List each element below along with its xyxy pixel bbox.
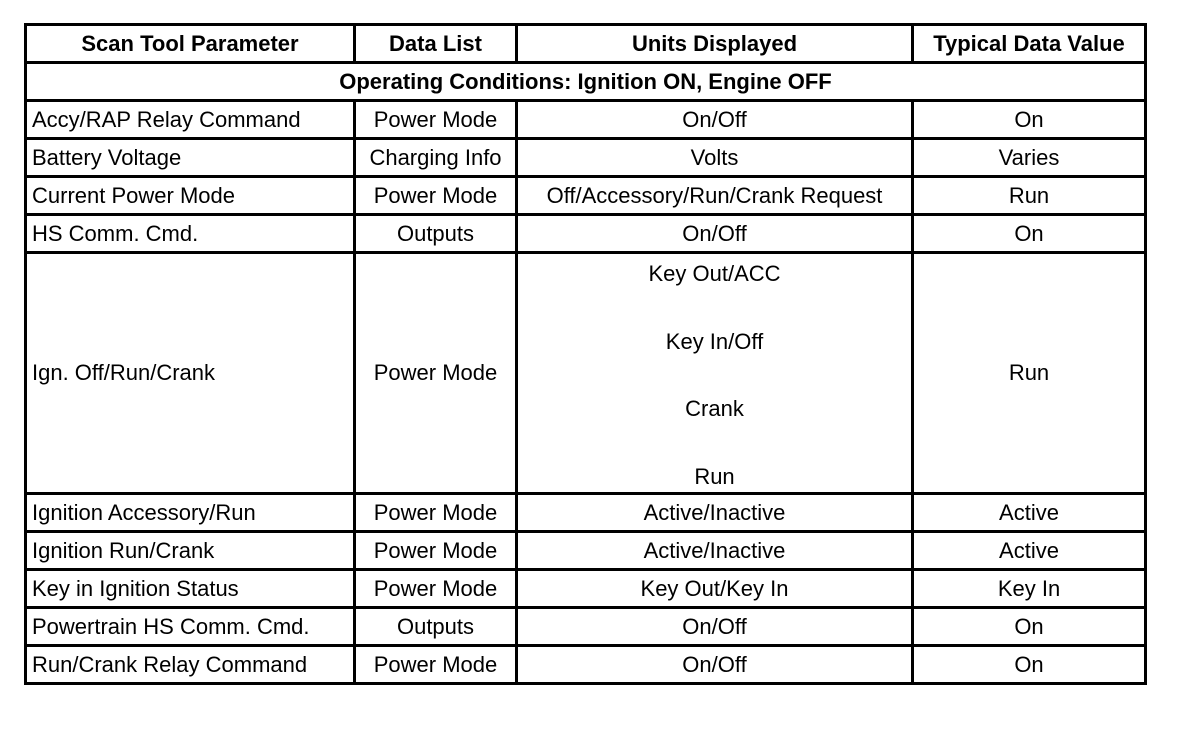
typical-value-cell: On [913, 101, 1146, 139]
parameter-cell: Run/Crank Relay Command [26, 646, 355, 684]
units-cell: Off/Accessory/Run/Crank Request [517, 177, 913, 215]
typical-value-cell: Active [913, 494, 1146, 532]
units-cell: On/Off [517, 215, 913, 253]
operating-conditions: Operating Conditions: Ignition ON, Engine OFF [26, 63, 1146, 101]
data-list-cell: Outputs [355, 608, 517, 646]
units-cell: On/Off [517, 646, 913, 684]
column-header-typical-value: Typical Data Value [913, 25, 1146, 63]
data-list-cell: Power Mode [355, 646, 517, 684]
parameter-cell: Key in Ignition Status [26, 570, 355, 608]
parameter-cell: Ignition Run/Crank [26, 532, 355, 570]
typical-value-cell: Key In [913, 570, 1146, 608]
data-list-cell: Power Mode [355, 253, 517, 494]
parameter-cell: Accy/RAP Relay Command [26, 101, 355, 139]
column-header-data-list: Data List [355, 25, 517, 63]
units-cell: Key Out/Key In [517, 570, 913, 608]
units-cell: Active/Inactive [517, 532, 913, 570]
data-list-cell: Power Mode [355, 494, 517, 532]
header-row [26, 25, 1146, 63]
units-cell: Active/Inactive [517, 494, 913, 532]
typical-value-cell: Run [913, 253, 1146, 494]
typical-value-cell: Run [913, 177, 1146, 215]
typical-value-cell: Varies [913, 139, 1146, 177]
data-list-cell: Power Mode [355, 570, 517, 608]
column-header-parameter: Scan Tool Parameter [26, 25, 355, 63]
units-option: Run [694, 463, 735, 489]
table-row [26, 101, 1146, 139]
scan-tool-data-table [24, 23, 1147, 685]
parameter-cell: Current Power Mode [26, 177, 355, 215]
typical-value-cell: On [913, 646, 1146, 684]
parameter-cell: Ignition Accessory/Run [26, 494, 355, 532]
table-row [26, 177, 1146, 215]
table-row [26, 139, 1146, 177]
typical-value-cell: Active [913, 532, 1146, 570]
parameter-cell: Powertrain HS Comm. Cmd. [26, 608, 355, 646]
units-cell: On/Off [517, 608, 913, 646]
units-option: Key Out/ACC [648, 261, 781, 286]
conditions-row [26, 63, 1146, 101]
typical-value-cell: On [913, 215, 1146, 253]
parameter-cell: HS Comm. Cmd. [26, 215, 355, 253]
data-list-cell: Outputs [355, 215, 517, 253]
table-row [26, 608, 1146, 646]
units-option: Crank [685, 396, 744, 421]
table-row [26, 494, 1146, 532]
units-cell: On/Off [517, 101, 913, 139]
units-cell: Volts [517, 139, 913, 177]
data-list-cell: Power Mode [355, 532, 517, 570]
typical-value-cell: On [913, 608, 1146, 646]
parameter-cell: Battery Voltage [26, 139, 355, 177]
table-row [26, 253, 1146, 494]
units-option: Key In/Off [665, 328, 764, 354]
data-list-cell: Charging Info [355, 139, 517, 177]
table-row [26, 570, 1146, 608]
table-row [26, 532, 1146, 570]
units-cell [517, 253, 913, 494]
data-list-cell: Power Mode [355, 101, 517, 139]
table-row [26, 215, 1146, 253]
column-header-units: Units Displayed [517, 25, 913, 63]
table-row [26, 646, 1146, 684]
parameter-cell: Ign. Off/Run/Crank [26, 253, 355, 494]
data-list-cell: Power Mode [355, 177, 517, 215]
